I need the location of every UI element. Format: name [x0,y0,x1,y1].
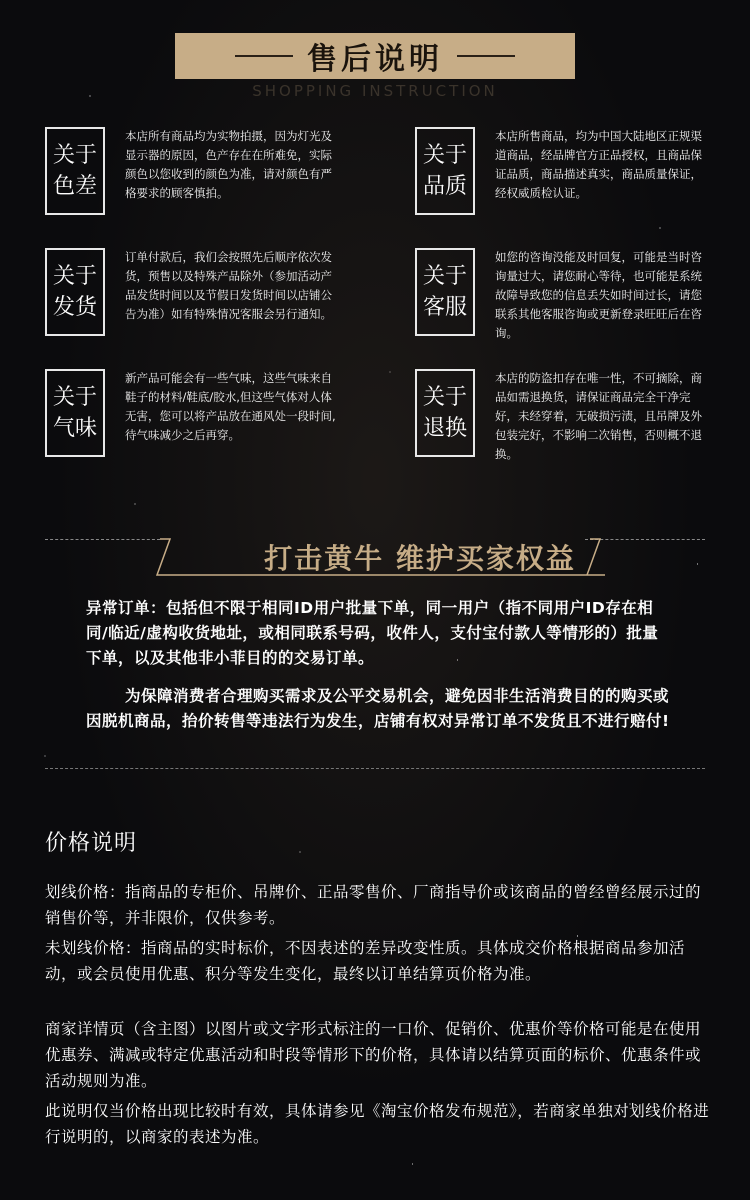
info-text: 本店所有商品均为实物拍摄，因为灯光及显示器的原因，色产存在在所难免，实际颜色以您收到的颜色为准，请对颜色有严格要求的顾客慎拍。 [125,129,332,200]
slogan-text: 打击黄牛 维护买家权益 [264,542,576,575]
protection-notice-text: 为保障消费者合理购买需求及公平交易机会，避免因非生活消费目的的购买或因脱机商品，抬价转售等违法行为发生，店铺有权对异常订单不发货且不进行赔付! [86,687,670,730]
title-banner [175,33,575,79]
info-label-box: 关于退换 [415,369,475,457]
price-paragraph: 未划线价格：指商品的实时标价，不因表述的差异改变性质。具体成交价格根据商品参加活动，或会员使用优惠、积分等发生变化，最终以订单结算页价格为准。 [45,939,686,983]
info-label-box: 关于发货 [45,248,105,336]
info-text: 本店所售商品，均为中国大陆地区正规渠道商品，经品牌官方正品授权，且商品保证品质，商品描述真实，商品质量保证，经权威质检认证。 [495,129,702,200]
price-paragraph: 商家详情页（含主图）以图片或文字形式标注的一口价、促销价、优惠价等价格可能是在使用优惠券、满减或特定优惠活动和时段等情形下的价格，具体请以结算页面的标价、优惠条件或活动规则为准。 [45,1020,702,1090]
info-label-box: 关于气味 [45,369,105,457]
abnormal-order-text: 异常订单：包括但不限于相同ID用户批量下单，同一用户（指不同用户ID存在相同/临近/虚构收货地址，或相同联系号码，收件人，支付宝付款人等情形的）批量下单，以及其他非小菲目的的交易订单。 [86,599,659,667]
info-label-box: 关于色差 [45,127,105,215]
info-label-box: 关于客服 [415,248,475,336]
info-item-return [415,369,708,464]
info-label-box: 关于品质 [415,127,475,215]
section-divider [45,768,705,769]
slogan-banner [45,535,705,580]
info-text: 新产品可能会有一些气味，这些气味来自鞋子的材料/鞋底/胶水,但这些气体对人体无害，您可以将产品放在通风处一段时间,待气味减少之后再穿。 [125,371,336,442]
price-paragraph: 此说明仅当价格出现比较时有效，具体请参见《淘宝价格发布规范》，若商家单独对划线价格进行说明的，以商家的表述为准。 [45,1102,710,1146]
banner-rule-right [457,55,515,57]
page-title: 售后说明 [307,42,443,77]
info-item-service [415,248,708,343]
info-text: 如您的咨询没能及时回复，可能是当时咨询量过大，请您耐心等待，也可能是系统故障导致您的信息丢失如时间过长，请您联系其他客服咨询或更新登录旺旺后在咨询。 [495,250,702,340]
info-item-color [45,127,338,215]
info-item-quality [415,127,708,215]
price-section-title: 价格说明 [45,831,138,856]
info-text: 本店的防盗扣存在唯一性，不可摘除，商品如需退换货，请保证商品完全干净完好，未经穿着，无破损污渍，且吊牌及外包装完好，不影响二次销售，否则概不退换。 [495,371,702,461]
info-text: 订单付款后，我们会按照先后顺序依次发货，预售以及特殊产品除外（参加活动产品发货时间以及节假日发货时间以店铺公告为准）如有特殊情况客服会另行通知。 [125,250,332,321]
banner-rule-left [235,55,293,57]
info-item-odor [45,369,338,457]
price-paragraph: 划线价格：指商品的专柜价、吊牌价、正品零售价、厂商指导价或该商品的曾经曾经展示过的销售价等，并非限价，仅供参考。 [45,883,702,927]
info-item-shipping [45,248,338,336]
page-subtitle: SHOPPING INSTRUCTION [252,82,498,100]
